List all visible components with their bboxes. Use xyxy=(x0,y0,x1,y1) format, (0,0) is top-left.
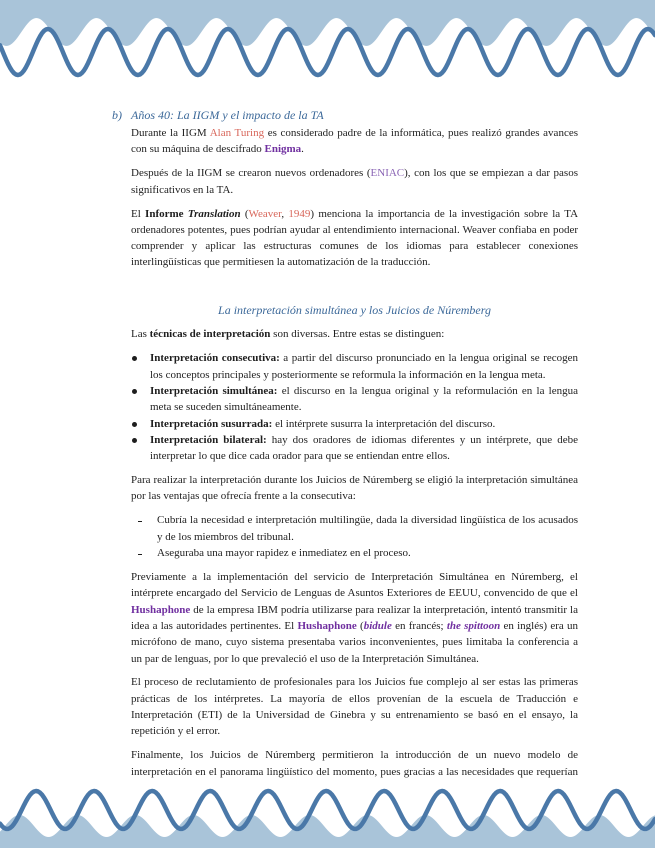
document-body xyxy=(112,107,579,788)
acronym-eniac: ENIAC xyxy=(370,167,405,180)
technique-item xyxy=(131,383,578,416)
section-marker-b: b) xyxy=(112,108,122,122)
technique-description: el discurso en la lengua original y la reformulación en la lengua meta se suceden simultáneamente. xyxy=(150,384,579,414)
paragraph-hushaphone xyxy=(131,569,578,667)
technique-item xyxy=(131,350,578,383)
term-hushaphone: Hushaphone xyxy=(131,603,191,616)
term-informe: Informe xyxy=(145,207,188,220)
section-heading-b xyxy=(112,107,578,123)
term-bidule: bidule xyxy=(363,619,392,632)
paragraph-text: ), con los que se empiezan a dar pasos significativos en la TA. xyxy=(131,167,578,196)
bullet-marker xyxy=(132,422,137,427)
paragraph-text: en francés; xyxy=(391,619,447,632)
technique-description: hay dos oradores de idiomas diferentes y un intérprete, que debe interpretar lo que dice cada orador para que se entiendan entre ellos. xyxy=(150,433,578,463)
paragraph-intro-techniques xyxy=(131,326,578,342)
advantage-item xyxy=(131,545,578,561)
paragraph-text: , xyxy=(281,207,289,220)
technique-term: Interpretación simultánea: xyxy=(150,384,278,397)
term-hushaphone: Hushaphone xyxy=(297,619,357,632)
paragraph-text: de la empresa IBM podría utilizarse para realizar la interpretación, intentó transmitir la idea a las autoridades pertinentes. El xyxy=(131,603,578,632)
advantages-list xyxy=(131,512,578,561)
bottom-wave-border xyxy=(0,780,655,848)
paragraph-text: ( xyxy=(240,207,249,220)
advantage-text: Aseguraba una mayor rapidez e inmediatez en el proceso. xyxy=(157,547,411,560)
citation-author-weaver: Weaver xyxy=(248,207,282,220)
bullet-marker xyxy=(132,389,137,394)
technique-term: Interpretación bilateral: xyxy=(150,433,267,446)
section-title-nuremberg: La interpretación simultánea y los Juicios de Núremberg xyxy=(218,303,491,318)
paragraph-eniac xyxy=(131,165,578,198)
term-tecnicas: técnicas de interpretación xyxy=(149,328,271,341)
top-wave-border xyxy=(0,0,655,96)
dash-marker xyxy=(138,521,142,522)
advantage-item xyxy=(131,512,578,545)
bullet-marker xyxy=(132,356,137,361)
paragraph-text: Después de la IIGM se crearon nuevos ordenadores ( xyxy=(131,167,371,180)
section-title-anos-40: Años 40: La IIGM y el impacto de la TA xyxy=(131,108,324,122)
term-the-spittoon: the spittoon xyxy=(446,619,501,632)
technique-term: Interpretación consecutiva: xyxy=(150,352,280,365)
technique-description: a partir del discurso pronunciado en la lengua original se recogen los conceptos principales y posteriormente se reformula la información en la lengua meta. xyxy=(150,352,578,381)
techniques-list xyxy=(131,350,578,464)
paragraph-text: Las xyxy=(131,328,150,341)
paragraph-recruitment: El proceso de reclutamiento de profesionales para los Juicios fue complejo al ser estas las primeras prácticas de los intérpretes. La mayoría de ellos provenían de la escuela de Traducción e Interpretación (ETI) de la Universidad de Ginebra y su entrenamiento se basó en el ensayo, la repetición y el error. xyxy=(131,676,578,738)
bullet-marker xyxy=(132,438,137,443)
term-enigma: Enigma xyxy=(264,143,302,156)
paragraph-text: es considerado padre de la informática, pues realizó grandes avances con su máquina de descifrado xyxy=(131,126,578,156)
technique-description: el intérprete susurra la interpretación del discurso. xyxy=(272,417,496,430)
technique-item xyxy=(131,432,578,465)
paragraph-text: ( xyxy=(356,619,364,632)
term-translation: Translation xyxy=(187,207,241,220)
paragraph-text: en inglés) era un micrófono de mano, cuyo sistema presentaba varios inconvenientes, pues limitaba la conferencia a un par de lenguas, por lo que prevaleció el uso de la Interpretación Simultánea. xyxy=(131,619,579,665)
technique-term: Interpretación susurrada: xyxy=(150,417,273,430)
paragraph-text: Durante la IIGM xyxy=(131,126,210,139)
paragraph-weaver xyxy=(131,206,578,271)
paragraph-text: El xyxy=(131,207,146,220)
bottom-wave-line xyxy=(0,791,655,829)
paragraph-text: Previamente a la implementación del servicio de Interpretación Simultánea en Núremberg, el intérprete encargado del Servicio de Lenguas de Asuntos Exteriores de EEUU, convencido de que el xyxy=(131,571,578,600)
dash-marker xyxy=(138,554,142,555)
person-alan-turing: Alan Turing xyxy=(209,126,265,139)
bottom-wave-fill xyxy=(0,815,655,848)
paragraph-final: Finalmente, los Juicios de Núremberg permitieron la introducción de un nuevo modelo de interpretación en el panorama lingüístico del momento, pues gracias a las necesidades que requerían xyxy=(131,749,578,778)
advantage-text: Cubría la necesidad e interpretación multilingüe, dada la diversidad lingüística de los acusados y de los miembros del tribunal. xyxy=(157,514,578,543)
paragraph-text: . xyxy=(301,143,304,156)
technique-item xyxy=(131,416,578,432)
citation-year: 1949 xyxy=(288,207,311,220)
paragraph-text: ) menciona la importancia de la investigación sobre la TA ordenadores potentes, pues podrían ayudar al entendimiento internacional. Weaver confiaba en poder comprender y aplicar las estructuras comunes de los idiomas para establecer conexiones interlingüísticas que permitiesen la automatización de la traducción. xyxy=(131,207,579,269)
paragraph-text: son diversas. Entre estas se distinguen: xyxy=(270,328,445,341)
paragraph-turing xyxy=(131,125,578,158)
paragraph-choice: Para realizar la interpretación durante los Juicios de Núremberg se eligió la interpretación simultánea por las ventajas que ofrecía frente a la consecutiva: xyxy=(131,474,578,503)
